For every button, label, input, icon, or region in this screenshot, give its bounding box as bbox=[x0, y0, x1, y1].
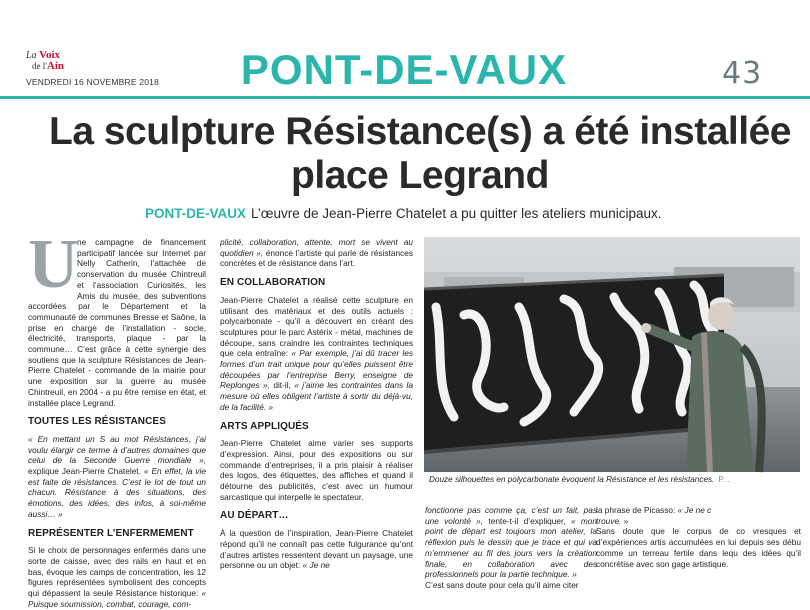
logo-voix: Voix bbox=[39, 49, 61, 61]
headline-line-1: La sculpture Résistance(s) a été installée bbox=[49, 110, 791, 153]
paragraph-corpus: Sans doute que le corpus de co vresques et d’expériences artis accumulées en lui depuis ses débu comme un terreau fertile dans lequ des idées qu’il concrétise avec son gage artistique. bbox=[596, 526, 801, 569]
subheading-arts-appliques: ARTS APPLIQUÉS bbox=[220, 420, 309, 432]
sculpture-photo-illustration bbox=[424, 237, 800, 472]
logo-la: La bbox=[26, 50, 37, 61]
headline-line-2: place Legrand bbox=[291, 154, 549, 197]
newspaper-logo bbox=[26, 50, 64, 72]
intro-text: ne campagne de financement participatif lancée sur Internet par Nelly Catherin, l’attachée de conservation du musée Chintreuil et l’association Curiosités, les Amis du musée, des subventions accordées par le Département et la communauté de communes Bresse et Saône, la prise en charge de l’installation - socle, électricité, transports, plaque - par la commune… C’est grâce à cette synergie des soutiens que la sculpture Résistances de Jean-Pierre Chatelet - commande de la mairie pour une exposition sur la guerre au musée Chintreuil, en 2004 - a pu être remise en état, et installée place Legrand. bbox=[28, 237, 206, 408]
subheading-toutes-les-resistances: TOUTES LES RÉSISTANCES bbox=[28, 416, 166, 428]
paragraph-au-depart: À la question de l’inspiration, Jean-Pierre Chatelet répond qu’il ne connaît pas cette fulgurance qu’ont d’autres artistes ressentent devant un paysage, une personne ou un objet: « Je ne bbox=[220, 528, 413, 571]
page-number: 43 bbox=[722, 56, 763, 91]
logo-ain: Ain bbox=[46, 60, 64, 72]
paragraph-enfermement: Si le choix de personnages enfermés dans une sorte de caisse, avec des rails en haut et en bas, évoque les camps de concentration, les 12 figures représentées symbolisent des concepts qui dépassent la seule Résistance historique: « Puisque soumission, combat, courage, com- bbox=[28, 545, 206, 609]
article-headline bbox=[40, 110, 800, 198]
photo-caption bbox=[429, 475, 789, 485]
article-subhead bbox=[145, 205, 805, 223]
subheading-au-depart: AU DÉPART… bbox=[220, 510, 289, 522]
paragraph-picasso: la phrase de Picasso: « Je ne c trouve. » bbox=[596, 505, 712, 526]
intro-paragraph bbox=[28, 226, 206, 408]
subhead-text: L’œuvre de Jean-Pierre Chatelet a pu quitter les ateliers municipaux. bbox=[251, 206, 662, 221]
subhead-kicker: PONT-DE-VAUX bbox=[145, 206, 247, 221]
paragraph-continuation: plicité, collaboration, attente, mort se vivent au quotidien », énonce l’artiste qui parle de résistances concrètes et de résistance dans l’art. bbox=[220, 237, 414, 269]
caption-text: Douze silhouettes en polycarbonate évoquent la Résistance et les résistances. bbox=[429, 475, 715, 484]
article-column-1 bbox=[28, 226, 207, 610]
paragraph-arts-appliques: Jean-Pierre Chatelet aime varier ses supports d’expression. Ainsi, pour des expositions ou sur commande d’entreprises, il a pris plaisir à réaliser des logos, des étiquettes, des affiches et quand il détourne des publicités, c’est avec un humour sarcastique qui interpelle le spectateur. bbox=[220, 438, 413, 502]
paragraph-methode: fonctionne pas comme ça, c’est un fait, pas une volonté », tente-t-il d’expliquer, « mon point de départ est toujours mon atelier, la réflexion puis le dessin que je trace et qui va m’emmener au fil des jours vers la création finale, en collaboration avec des professionnels pour la partie technique. » bbox=[425, 505, 597, 580]
sculpture-photo bbox=[424, 237, 800, 472]
article-column-2 bbox=[220, 237, 413, 571]
drop-cap: U bbox=[28, 226, 79, 303]
section-divider bbox=[0, 96, 810, 99]
article-column-3 bbox=[425, 505, 597, 591]
paragraph-collaboration: Jean-Pierre Chatelet a réalisé cette sculpture en utilisant des matériaux et des outils actuels : polycarbonate - qu’il a découvert en créant des sculptures pour le parc Astérix - métal, machines de découpe, sans craindre les contraintes techniques que cela entraîne: « Par exemple, j’ai dû tracer les formes d’un trait unique pour qu’elles puissent être découpées par l’entreprise Berry, enseigne de Replonges », dit-il, « j’aime les contraintes dans la mesure où elles obligent l’artiste à sortir du déjà-vu, de la facilité. » bbox=[220, 294, 413, 412]
subheading-collaboration: EN COLLABORATION bbox=[220, 277, 326, 289]
publication-date: VENDREDI 16 NOVEMBRE 2018 bbox=[26, 77, 160, 87]
article-column-4 bbox=[596, 505, 801, 569]
paragraph-resistances: « En mettant un S au mot Résistances, j’ai voulu élargir ce terme à d’autres domaines que celui de la Seconde Guerre mondiale », explique Jean-Pierre Chatelet. « En effet, la vie est faite de résistances. C’est le lot de tout un chacun. Résistance à des situations, des émotions, des idées, des infos, à soi-même aussi… » bbox=[28, 433, 207, 519]
section-title: PONT-DE-VAUX bbox=[240, 46, 568, 93]
logo-de-l: de l' bbox=[32, 61, 47, 71]
subheading-enfermement: REPRÉSENTER L’ENFERMEMENT bbox=[28, 527, 194, 539]
paragraph-citation-intro: C’est sans doute pour cela qu’il aime citer bbox=[425, 579, 579, 590]
photo-credit: P... bbox=[718, 475, 730, 484]
